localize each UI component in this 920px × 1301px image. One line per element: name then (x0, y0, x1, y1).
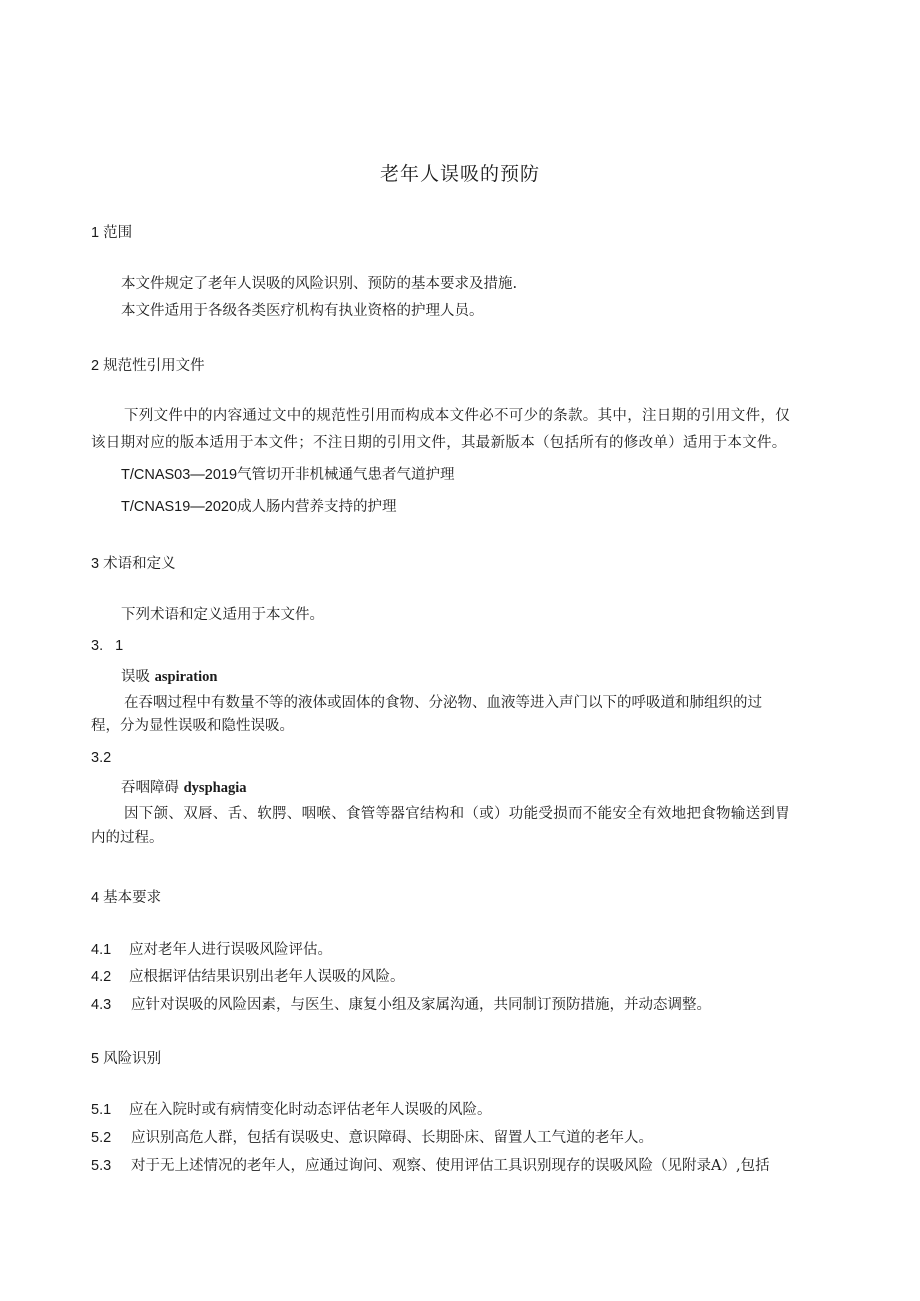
term-2-english: dysphagia (183, 780, 247, 796)
term-2-number: 3.2 (91, 750, 112, 766)
requirement-text: 应根据评估结果识别出老年人误吸的风险。 (129, 969, 405, 985)
term-1-chinese: 误吸 (121, 669, 150, 685)
requirement-number: 4.2 (91, 969, 112, 985)
risk-item-number: 5.1 (91, 1102, 112, 1118)
section-3-intro: 下列术语和定义适用于本文件。 (121, 607, 324, 623)
risk-item-text: 应识别高危人群，包括有误吸史、意识障碍、长期卧床、留置人工气道的老年人。 (131, 1130, 653, 1146)
section-1-paragraph-2: 本文件适用于各级各类医疗机构有执业资格的护理人员。 (121, 303, 484, 319)
term-2-chinese: 吞咽障碍 (121, 780, 179, 796)
reference-2-code: T/CNAS19—2020 (121, 499, 238, 515)
risk-item-5-1 (91, 1099, 492, 1121)
reference-1-title: 气管切开非机械通气患者气道护理 (237, 467, 455, 483)
requirement-text: 应对老年人进行误吸风险评估。 (129, 942, 332, 958)
requirement-number: 4.3 (91, 997, 112, 1013)
requirement-4-3 (91, 994, 711, 1016)
section-1-heading: 1 范围 (91, 225, 133, 241)
page-title: 老年人误吸的预防 (379, 163, 540, 185)
term-1-definition-line-1: 在吞咽过程中有数量不等的液体或固体的食物、分泌物、血液等进入声门以下的呼吸道和肺组织的过 (124, 695, 762, 711)
risk-item-text: 应在入院时或有病情变化时动态评估老年人误吸的风险。 (129, 1102, 492, 1118)
requirement-4-1 (91, 939, 332, 961)
reference-1-code: T/CNAS03—2019 (121, 467, 238, 483)
requirement-number: 4.1 (91, 942, 112, 958)
section-4-heading: 4 基本要求 (91, 890, 162, 906)
term-2-definition-line-2: 内的过程。 (91, 830, 164, 846)
section-3-heading: 3 术语和定义 (91, 556, 176, 572)
reference-2 (121, 496, 397, 518)
requirement-text: 应针对误吸的风险因素，与医生、康复小组及家属沟通，共同制订预防措施，并动态调整。 (131, 997, 711, 1013)
section-2-heading: 2 规范性引用文件 (91, 358, 205, 374)
term-2-heading (121, 777, 246, 799)
term-1-english: aspiration (154, 669, 218, 685)
term-1-definition-line-2: 程，分为显性误吸和隐性误吸。 (91, 718, 294, 734)
section-2-paragraph-line-1: 下列文件中的内容通过文中的规范性引用而构成本文件必不可少的条款。其中，注日期的引用文件，仅 (124, 408, 790, 424)
term-1-heading (121, 666, 217, 688)
section-5-heading: 5 风险识别 (91, 1051, 162, 1067)
reference-2-title: 成人肠内营养支持的护理 (237, 499, 397, 515)
requirement-4-2 (91, 966, 405, 988)
reference-1 (121, 464, 455, 486)
section-2-paragraph-line-2: 该日期对应的版本适用于本文件；不注日期的引用文件，其最新版本（包括所有的修改单）适用于本文件。 (91, 435, 787, 451)
risk-item-number: 5.3 (91, 1158, 112, 1174)
risk-item-5-2 (91, 1127, 653, 1149)
risk-item-number: 5.2 (91, 1130, 112, 1146)
term-1-number: 3. 1 (91, 638, 124, 654)
risk-item-text: 对于无上述情况的老年人，应通过询问、观察、使用评估工具识别现存的误吸风险（见附录A）,包括 (131, 1158, 770, 1174)
risk-item-5-3 (91, 1155, 770, 1177)
section-1-paragraph-1: 本文件规定了老年人误吸的风险识别、预防的基本要求及措施. (121, 276, 518, 292)
term-2-definition-line-1: 因下颌、双唇、舌、软腭、咽喉、食管等器官结构和（或）功能受损而不能安全有效地把食物输送到胃 (124, 806, 790, 822)
